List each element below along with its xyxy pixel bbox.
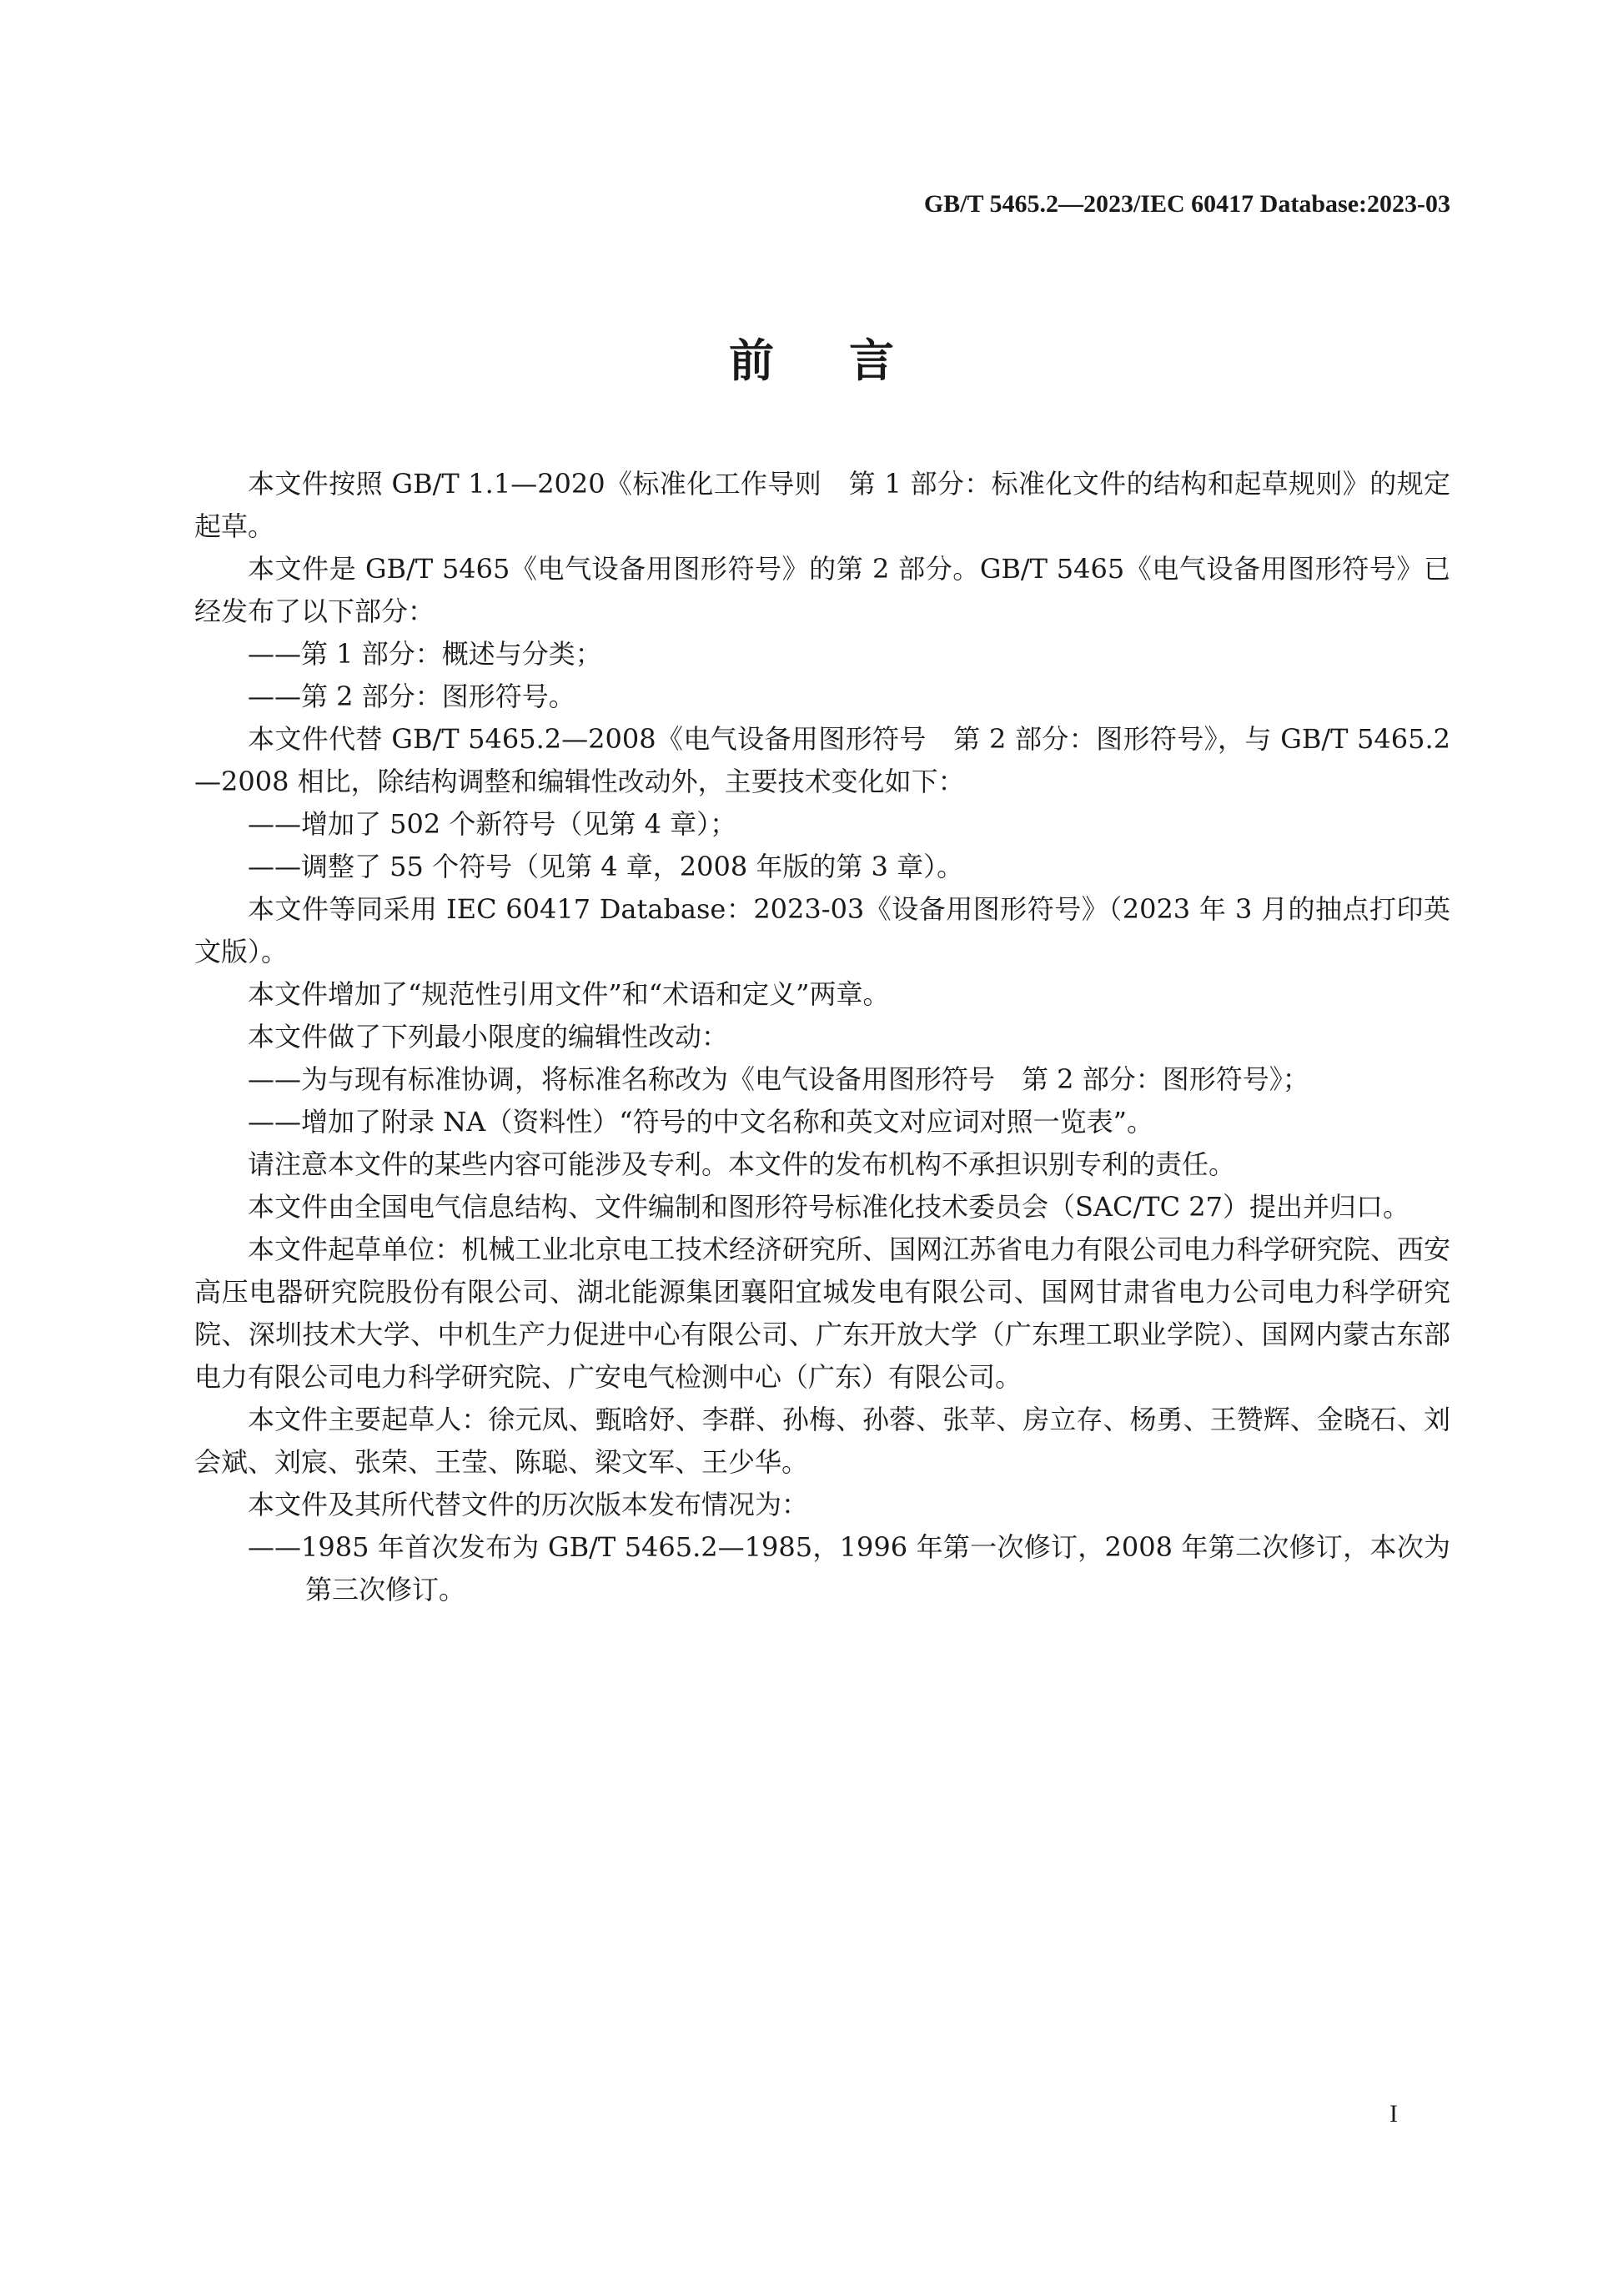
paragraph: 本文件是 GB/T 5465《电气设备用图形符号》的第 2 部分。GB/T 5465《电气设备用图形符号》已经发布了以下部分： (194, 553, 1450, 627)
page-number: I (1389, 2100, 1398, 2128)
paragraph: 本文件增加了“规范性引用文件”和“术语和定义”两章。 (248, 978, 890, 1010)
list-item: ——增加了附录 NA（资料性）“符号的中文名称和英文对应词对照一览表”。 (248, 1106, 1154, 1138)
list-item: ——为与现有标准协调，将标准名称改为《电气设备用图形符号 第 2 部分：图形符号》； (248, 1063, 1309, 1095)
paragraph: 本文件主要起草人：徐元凤、甄晗妤、李群、孙梅、孙蓉、张苹、房立存、杨勇、王赞辉、金晓石、刘会斌、刘宸、张荣、王莹、陈聪、梁文军、王少华。 (194, 1404, 1450, 1478)
list-item: ——调整了 55 个符号（见第 4 章，2008 年版的第 3 章）。 (248, 851, 964, 882)
paragraph: 请注意本文件的某些内容可能涉及专利。本文件的发布机构不承担识别专利的责任。 (248, 1148, 1236, 1180)
paragraph: 本文件等同采用 IEC 60417 Database：2023-03《设备用图形符号》（2023 年 3 月的抽点打印英文版）。 (194, 893, 1450, 967)
standard-code-header: GB/T 5465.2—2023/IEC 60417 Database:2023-03 (923, 190, 1450, 218)
paragraph: 本文件代替 GB/T 5465.2—2008《电气设备用图形符号 第 2 部分：图形符号》，与 GB/T 5465.2—2008 相比，除结构调整和编辑性改动外，主要技术变化如下： (194, 723, 1450, 797)
document-body (194, 463, 1450, 1611)
paragraph: 本文件及其所代替文件的历次版本发布情况为： (248, 1489, 809, 1520)
paragraph: 本文件按照 GB/T 1.1—2020《标准化工作导则 第 1 部分：标准化文件的结构和起草规则》的规定起草。 (194, 468, 1450, 542)
list-item: ——增加了 502 个新符号（见第 4 章）； (248, 808, 737, 840)
paragraph: 本文件做了下列最小限度的编辑性改动： (248, 1021, 729, 1053)
list-item: ——第 1 部分：概述与分类； (248, 638, 602, 670)
page-title: 前言 (729, 334, 969, 387)
list-item: ——1985 年首次发布为 GB/T 5465.2—1985，1996 年第一次修订，2008 年第二次修订，本次为第三次修订。 (248, 1531, 1450, 1605)
paragraph: 本文件起草单位：机械工业北京电工技术经济研究所、国网江苏省电力有限公司电力科学研究院、西安高压电器研究院股份有限公司、湖北能源集团襄阳宜城发电有限公司、国网甘肃省电力公司电力科学研究院、深圳技术大学、中机生产力促进中心有限公司、广东开放大学（广东理工职业学院）、国网内蒙古东部电力有限公司电力科学研究院、广安电气检测中心（广东）有限公司。 (194, 1233, 1450, 1393)
list-item: ——第 2 部分：图形符号。 (248, 681, 575, 712)
paragraph: 本文件由全国电气信息结构、文件编制和图形符号标准化技术委员会（SAC/TC 27）提出并归口。 (248, 1191, 1410, 1223)
